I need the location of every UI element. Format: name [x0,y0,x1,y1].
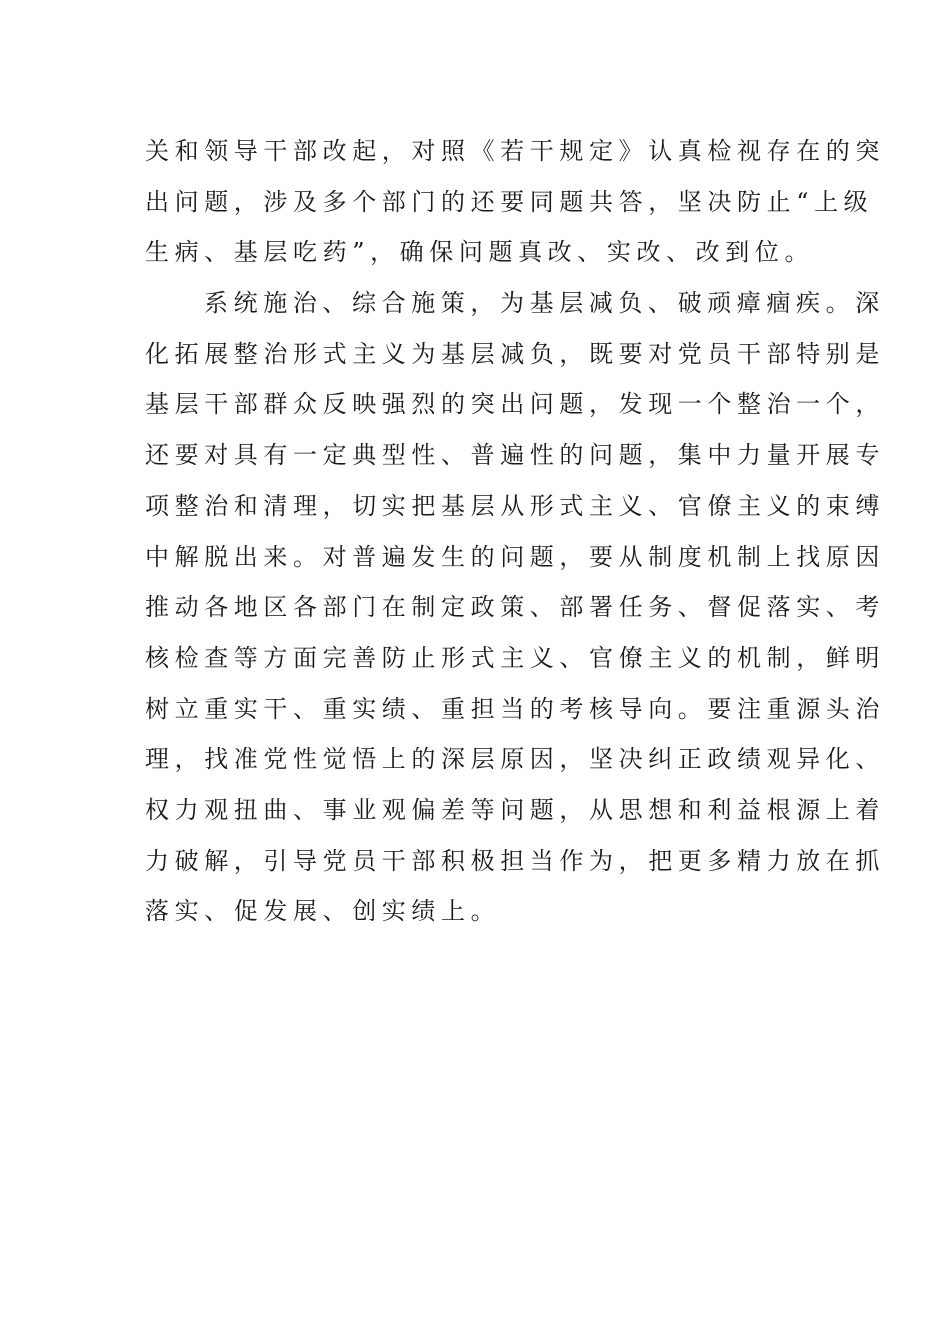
text-line: 树立重实干、重实绩、重担当的考核导向。要注重源头治 [145,694,885,723]
text-line: 中解脱出来。对普遍发生的问题，要从制度机制上找原因 [145,542,885,571]
text-line: 基层干部群众反映强烈的突出问题，发现一个整治一个， [145,390,885,419]
text-line: 生病、基层吃药”，确保问题真改、实改、改到位。 [145,238,815,267]
text-line: 落实、促发展、创实绩上。 [145,897,501,926]
paragraph-1 [145,126,885,278]
text-line: 权力观扭曲、事业观偏差等问题，从思想和利益根源上着 [145,795,885,824]
document-body [145,126,885,937]
text-line: 系统施治、综合施策，为基层减负、破顽瘴痼疾。深 [204,289,885,318]
text-line: 关和领导干部改起，对照《若干规定》认真检视存在的突 [145,137,885,165]
paragraph-2 [145,278,885,937]
text-line: 还要对具有一定典型性、普遍性的问题，集中力量开展专 [145,441,885,470]
text-line: 出问题，涉及多个部门的还要同题共答，坚决防止“上级 [145,187,874,216]
text-line: 核检查等方面完善防止形式主义、官僚主义的机制，鲜明 [145,643,885,672]
text-line: 理，找准党性觉悟上的深层原因，坚决纠正政绩观异化、 [145,745,885,774]
text-line: 推动各地区各部门在制定政策、部署任务、督促落实、考 [145,593,885,622]
text-line: 力破解，引导党员干部积极担当作为，把更多精力放在抓 [145,846,885,875]
text-line: 项整治和清理，切实把基层从形式主义、官僚主义的束缚 [145,491,885,520]
text-line: 化拓展整治形式主义为基层减负，既要对党员干部特别是 [145,339,885,368]
